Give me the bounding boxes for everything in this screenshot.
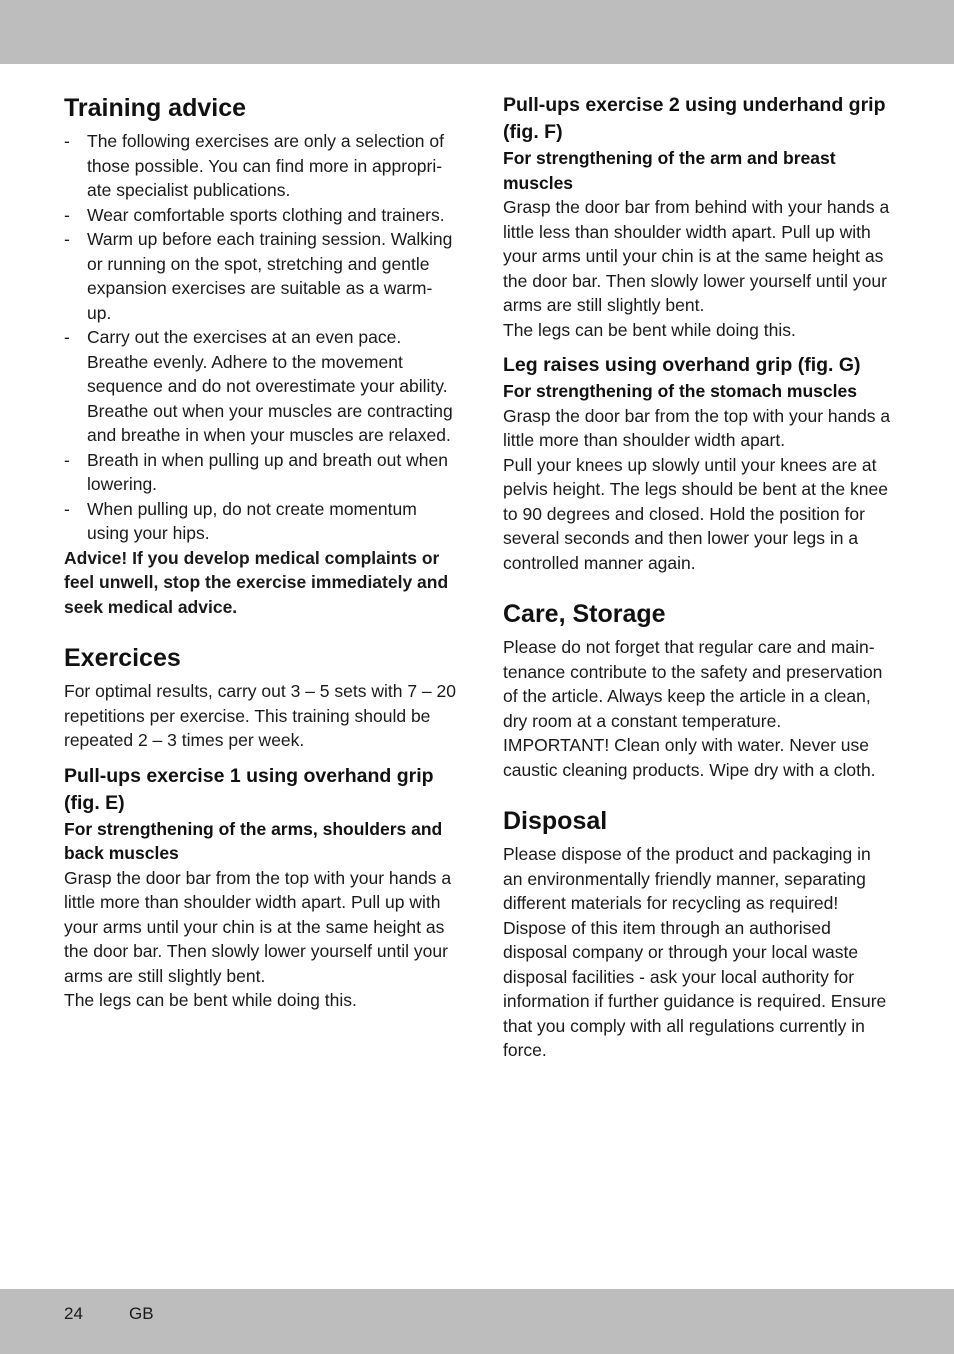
list-item: - Carry out the exercises at an even pace. Breathe evenly. Adhere to the movement sequence and do not overestimate your ability. Breathe out when your muscles are contracting and breathe in when your muscles are relaxed. bbox=[64, 327, 453, 445]
training-advice-list bbox=[64, 129, 456, 546]
care-storage-heading: Care, Storage bbox=[503, 600, 666, 628]
list-item: - Wear comfortable sports clothing and trainers. bbox=[64, 204, 445, 225]
left-column bbox=[64, 91, 456, 1013]
header-bar bbox=[0, 0, 954, 64]
right-column bbox=[503, 92, 895, 1063]
exercise-3-text: Grasp the door bar from the top with your hands a little more than shoulder width apart. bbox=[503, 405, 891, 450]
disposal-heading: Disposal bbox=[503, 807, 608, 835]
disposal-text-2: Dispose of this item through an authorised disposal company or through your local waste disposal facilities - ask your local authority for information if further guidance is required. Ensure that you comply with all regulations currently in force. bbox=[503, 917, 887, 1060]
exercises-heading: Exercices bbox=[64, 644, 181, 672]
exercise-2-title: Pull-ups exercise 2 using underhand grip (fig. F) bbox=[503, 94, 886, 143]
list-item: - Breath in when pulling up and breath out when lowering. bbox=[64, 449, 448, 494]
exercise-3-text-2: Pull your knees up slowly until your knees are at pelvis height. The legs should be bent at the knee to 90 degrees and closed. Hold the position for several seconds and then lower your legs in a controlled manner again. bbox=[503, 454, 888, 573]
language-code: GB bbox=[129, 1304, 154, 1323]
care-storage-important: IMPORTANT! Clean only with water. Never use caustic cleaning products. Wipe dry with a cloth. bbox=[503, 735, 876, 780]
page-number: 24 bbox=[64, 1304, 83, 1323]
medical-advice-warning: Advice! If you develop medical complaints or feel unwell, stop the exercise immediately and seek medical advice. bbox=[64, 547, 449, 617]
list-item: - The following exercises are only a selection of those possible. You can find more in appropriate specialist publications. bbox=[64, 131, 444, 200]
exercise-3-subtitle: For strengthening of the stomach muscles bbox=[503, 381, 857, 401]
exercise-1-title: Pull-ups exercise 1 using overhand grip (fig. E) bbox=[64, 764, 434, 814]
list-item: - When pulling up, do not create momentum using your hips. bbox=[64, 498, 417, 543]
exercise-1-text: Grasp the door bar from the top with your hands a little more than shoulder width apart. Pull up with your arms until your chin is at the same height as the door bar. Then slowly lower yourself until your arms are still slightly bent. bbox=[64, 867, 452, 986]
exercise-2-text: Grasp the door bar from behind with your hands a little less than shoulder width apart. Pull up with your arms until your chin is at the same height as the door bar. Then slowly lower yourself until your arms are still slightly bent. bbox=[503, 197, 890, 315]
exercise-3-title: Leg raises using overhand grip (fig. G) bbox=[503, 354, 861, 376]
training-advice-heading: Training advice bbox=[64, 94, 247, 122]
list-item: - Warm up before each training session. Walking or running on the spot, stretching and gentle expansion exercises are suitable as a warm-up. bbox=[64, 229, 453, 323]
care-storage-text: Please do not forget that regular care and maintenance contribute to the safety and preservation of the article. Always keep the article in a clean, dry room at a constant temperature. bbox=[503, 637, 883, 731]
exercises-intro: For optimal results, carry out 3 – 5 sets with 7 – 20 repetitions per exercise. This training should be repeated 2 – 3 times per week. bbox=[64, 681, 456, 750]
exercise-2-note: The legs can be bent while doing this. bbox=[503, 319, 796, 340]
exercise-1-subtitle: For strengthening of the arms, shoulders and back muscles bbox=[64, 818, 443, 863]
disposal-text: Please dispose of the product and packaging in an environmentally friendly manner, separating different materials for recycling as required! bbox=[503, 844, 871, 913]
exercise-1-note: The legs can be bent while doing this. bbox=[64, 990, 357, 1010]
exercise-2-subtitle: For strengthening of the arm and breast muscles bbox=[503, 148, 836, 193]
